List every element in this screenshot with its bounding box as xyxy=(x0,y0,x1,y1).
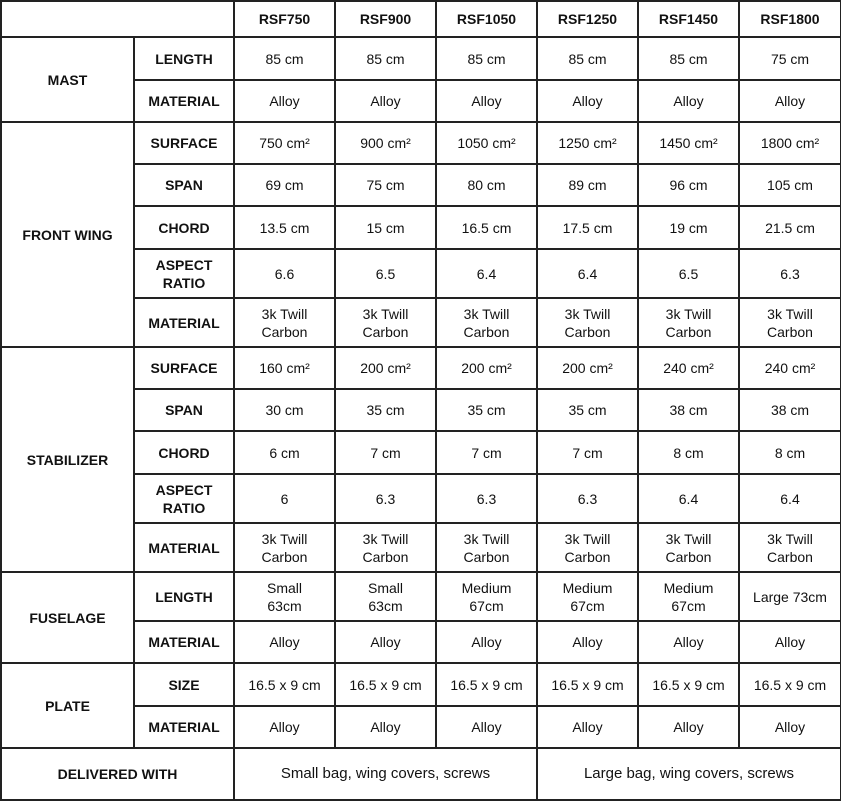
cell-value: 8 cm xyxy=(638,431,739,474)
cell-value: Alloy xyxy=(234,706,335,748)
cell-value: Alloy xyxy=(537,706,638,748)
cell-value: Alloy xyxy=(739,80,841,122)
cell-value: 160 cm² xyxy=(234,347,335,389)
group-label-stabilizer: STABILIZER xyxy=(1,347,134,572)
cell-value: 6.5 xyxy=(335,249,436,298)
cell-value: Large 73cm xyxy=(739,572,841,621)
cell-value: 3k Twill Carbon xyxy=(335,523,436,572)
delivered-small-value: Small bag, wing covers, screws xyxy=(234,748,537,800)
table-row xyxy=(1,663,841,706)
cell-value: Alloy xyxy=(638,80,739,122)
cell-value: 3k Twill Carbon xyxy=(234,298,335,347)
table-row xyxy=(1,347,841,389)
attr-label-stabilizer-aspect-ratio: ASPECT RATIO xyxy=(134,474,234,523)
cell-value: Alloy xyxy=(537,80,638,122)
model-header-rsf1800: RSF1800 xyxy=(739,1,841,37)
cell-value: 16.5 x 9 cm xyxy=(234,663,335,706)
cell-value: 69 cm xyxy=(234,164,335,206)
cell-value: 16.5 x 9 cm xyxy=(335,663,436,706)
cell-value: 17.5 cm xyxy=(537,206,638,249)
attr-label-front-wing-surface: SURFACE xyxy=(134,122,234,164)
cell-value: 16.5 cm xyxy=(436,206,537,249)
cell-value: Alloy xyxy=(739,706,841,748)
attr-label-front-wing-material: MATERIAL xyxy=(134,298,234,347)
attr-label-front-wing-chord: CHORD xyxy=(134,206,234,249)
cell-value: 3k Twill Carbon xyxy=(638,298,739,347)
cell-value: Alloy xyxy=(335,80,436,122)
cell-value: 6.5 xyxy=(638,249,739,298)
cell-value: Alloy xyxy=(234,621,335,663)
model-header-rsf1450: RSF1450 xyxy=(638,1,739,37)
attr-label-stabilizer-surface: SURFACE xyxy=(134,347,234,389)
cell-value: 7 cm xyxy=(436,431,537,474)
cell-value: 8 cm xyxy=(739,431,841,474)
cell-value: 7 cm xyxy=(537,431,638,474)
cell-value: 6.3 xyxy=(739,249,841,298)
cell-value: 1450 cm² xyxy=(638,122,739,164)
attr-label-fuselage-material: MATERIAL xyxy=(134,621,234,663)
cell-value: Alloy xyxy=(638,621,739,663)
table-row xyxy=(1,572,841,621)
cell-value: 38 cm xyxy=(739,389,841,431)
attr-label-stabilizer-chord: CHORD xyxy=(134,431,234,474)
cell-value: 6.4 xyxy=(436,249,537,298)
delivered-large-value: Large bag, wing covers, screws xyxy=(537,748,841,800)
cell-value: 85 cm xyxy=(335,37,436,80)
cell-value: 200 cm² xyxy=(436,347,537,389)
attr-label-plate-material: MATERIAL xyxy=(134,706,234,748)
cell-value: 85 cm xyxy=(537,37,638,80)
attr-label-fuselage-length: LENGTH xyxy=(134,572,234,621)
cell-value: 3k Twill Carbon xyxy=(335,298,436,347)
cell-value: 7 cm xyxy=(335,431,436,474)
attr-label-mast-length: LENGTH xyxy=(134,37,234,80)
attr-label-stabilizer-span: SPAN xyxy=(134,389,234,431)
corner-blank xyxy=(1,1,234,37)
cell-value: 105 cm xyxy=(739,164,841,206)
model-header-rsf900: RSF900 xyxy=(335,1,436,37)
cell-value: 35 cm xyxy=(335,389,436,431)
table-row xyxy=(1,122,841,164)
cell-value: Medium 67cm xyxy=(537,572,638,621)
cell-value: 900 cm² xyxy=(335,122,436,164)
cell-value: 16.5 x 9 cm xyxy=(537,663,638,706)
cell-value: 1050 cm² xyxy=(436,122,537,164)
cell-value: Alloy xyxy=(436,621,537,663)
cell-value: Alloy xyxy=(335,621,436,663)
attr-label-front-wing-span: SPAN xyxy=(134,164,234,206)
attr-label-stabilizer-material: MATERIAL xyxy=(134,523,234,572)
cell-value: 35 cm xyxy=(537,389,638,431)
cell-value: 89 cm xyxy=(537,164,638,206)
cell-value: 3k Twill Carbon xyxy=(537,523,638,572)
group-label-fuselage: FUSELAGE xyxy=(1,572,134,663)
cell-value: 3k Twill Carbon xyxy=(436,523,537,572)
cell-value: Alloy xyxy=(436,706,537,748)
cell-value: 200 cm² xyxy=(335,347,436,389)
cell-value: 6 cm xyxy=(234,431,335,474)
cell-value: Alloy xyxy=(234,80,335,122)
cell-value: 750 cm² xyxy=(234,122,335,164)
table-row xyxy=(1,748,841,800)
cell-value: 6.3 xyxy=(436,474,537,523)
cell-value: 6.3 xyxy=(537,474,638,523)
cell-value: 38 cm xyxy=(638,389,739,431)
cell-value: 85 cm xyxy=(638,37,739,80)
cell-value: 19 cm xyxy=(638,206,739,249)
cell-value: 6.6 xyxy=(234,249,335,298)
cell-value: 3k Twill Carbon xyxy=(739,298,841,347)
cell-value: 3k Twill Carbon xyxy=(638,523,739,572)
cell-value: 240 cm² xyxy=(739,347,841,389)
table-row xyxy=(1,37,841,80)
cell-value: 3k Twill Carbon xyxy=(739,523,841,572)
cell-value: 85 cm xyxy=(234,37,335,80)
cell-value: 1800 cm² xyxy=(739,122,841,164)
attr-label-front-wing-aspect-ratio: ASPECT RATIO xyxy=(134,249,234,298)
cell-value: 75 cm xyxy=(335,164,436,206)
cell-value: 3k Twill Carbon xyxy=(537,298,638,347)
cell-value: Medium 67cm xyxy=(436,572,537,621)
cell-value: Small 63cm xyxy=(234,572,335,621)
cell-value: 16.5 x 9 cm xyxy=(638,663,739,706)
cell-value: 85 cm xyxy=(436,37,537,80)
header-row xyxy=(1,1,841,37)
group-label-mast: MAST xyxy=(1,37,134,122)
cell-value: 21.5 cm xyxy=(739,206,841,249)
cell-value: 6.3 xyxy=(335,474,436,523)
cell-value: 6.4 xyxy=(537,249,638,298)
cell-value: Alloy xyxy=(739,621,841,663)
cell-value: 3k Twill Carbon xyxy=(436,298,537,347)
group-label-front-wing: FRONT WING xyxy=(1,122,134,347)
model-header-rsf750: RSF750 xyxy=(234,1,335,37)
cell-value: 13.5 cm xyxy=(234,206,335,249)
cell-value: 75 cm xyxy=(739,37,841,80)
attr-label-plate-size: SIZE xyxy=(134,663,234,706)
cell-value: Small 63cm xyxy=(335,572,436,621)
cell-value: Alloy xyxy=(537,621,638,663)
cell-value: 3k Twill Carbon xyxy=(234,523,335,572)
cell-value: 6.4 xyxy=(739,474,841,523)
model-header-rsf1250: RSF1250 xyxy=(537,1,638,37)
cell-value: 16.5 x 9 cm xyxy=(436,663,537,706)
cell-value: Alloy xyxy=(335,706,436,748)
attr-label-mast-material: MATERIAL xyxy=(134,80,234,122)
cell-value: 240 cm² xyxy=(638,347,739,389)
cell-value: 6 xyxy=(234,474,335,523)
cell-value: 96 cm xyxy=(638,164,739,206)
group-label-plate: PLATE xyxy=(1,663,134,748)
cell-value: Alloy xyxy=(436,80,537,122)
cell-value: Medium 67cm xyxy=(638,572,739,621)
delivered-label: DELIVERED WITH xyxy=(1,748,234,800)
cell-value: 1250 cm² xyxy=(537,122,638,164)
cell-value: 80 cm xyxy=(436,164,537,206)
cell-value: 6.4 xyxy=(638,474,739,523)
cell-value: 200 cm² xyxy=(537,347,638,389)
cell-value: 15 cm xyxy=(335,206,436,249)
cell-value: 16.5 x 9 cm xyxy=(739,663,841,706)
model-header-rsf1050: RSF1050 xyxy=(436,1,537,37)
cell-value: Alloy xyxy=(638,706,739,748)
cell-value: 35 cm xyxy=(436,389,537,431)
cell-value: 30 cm xyxy=(234,389,335,431)
